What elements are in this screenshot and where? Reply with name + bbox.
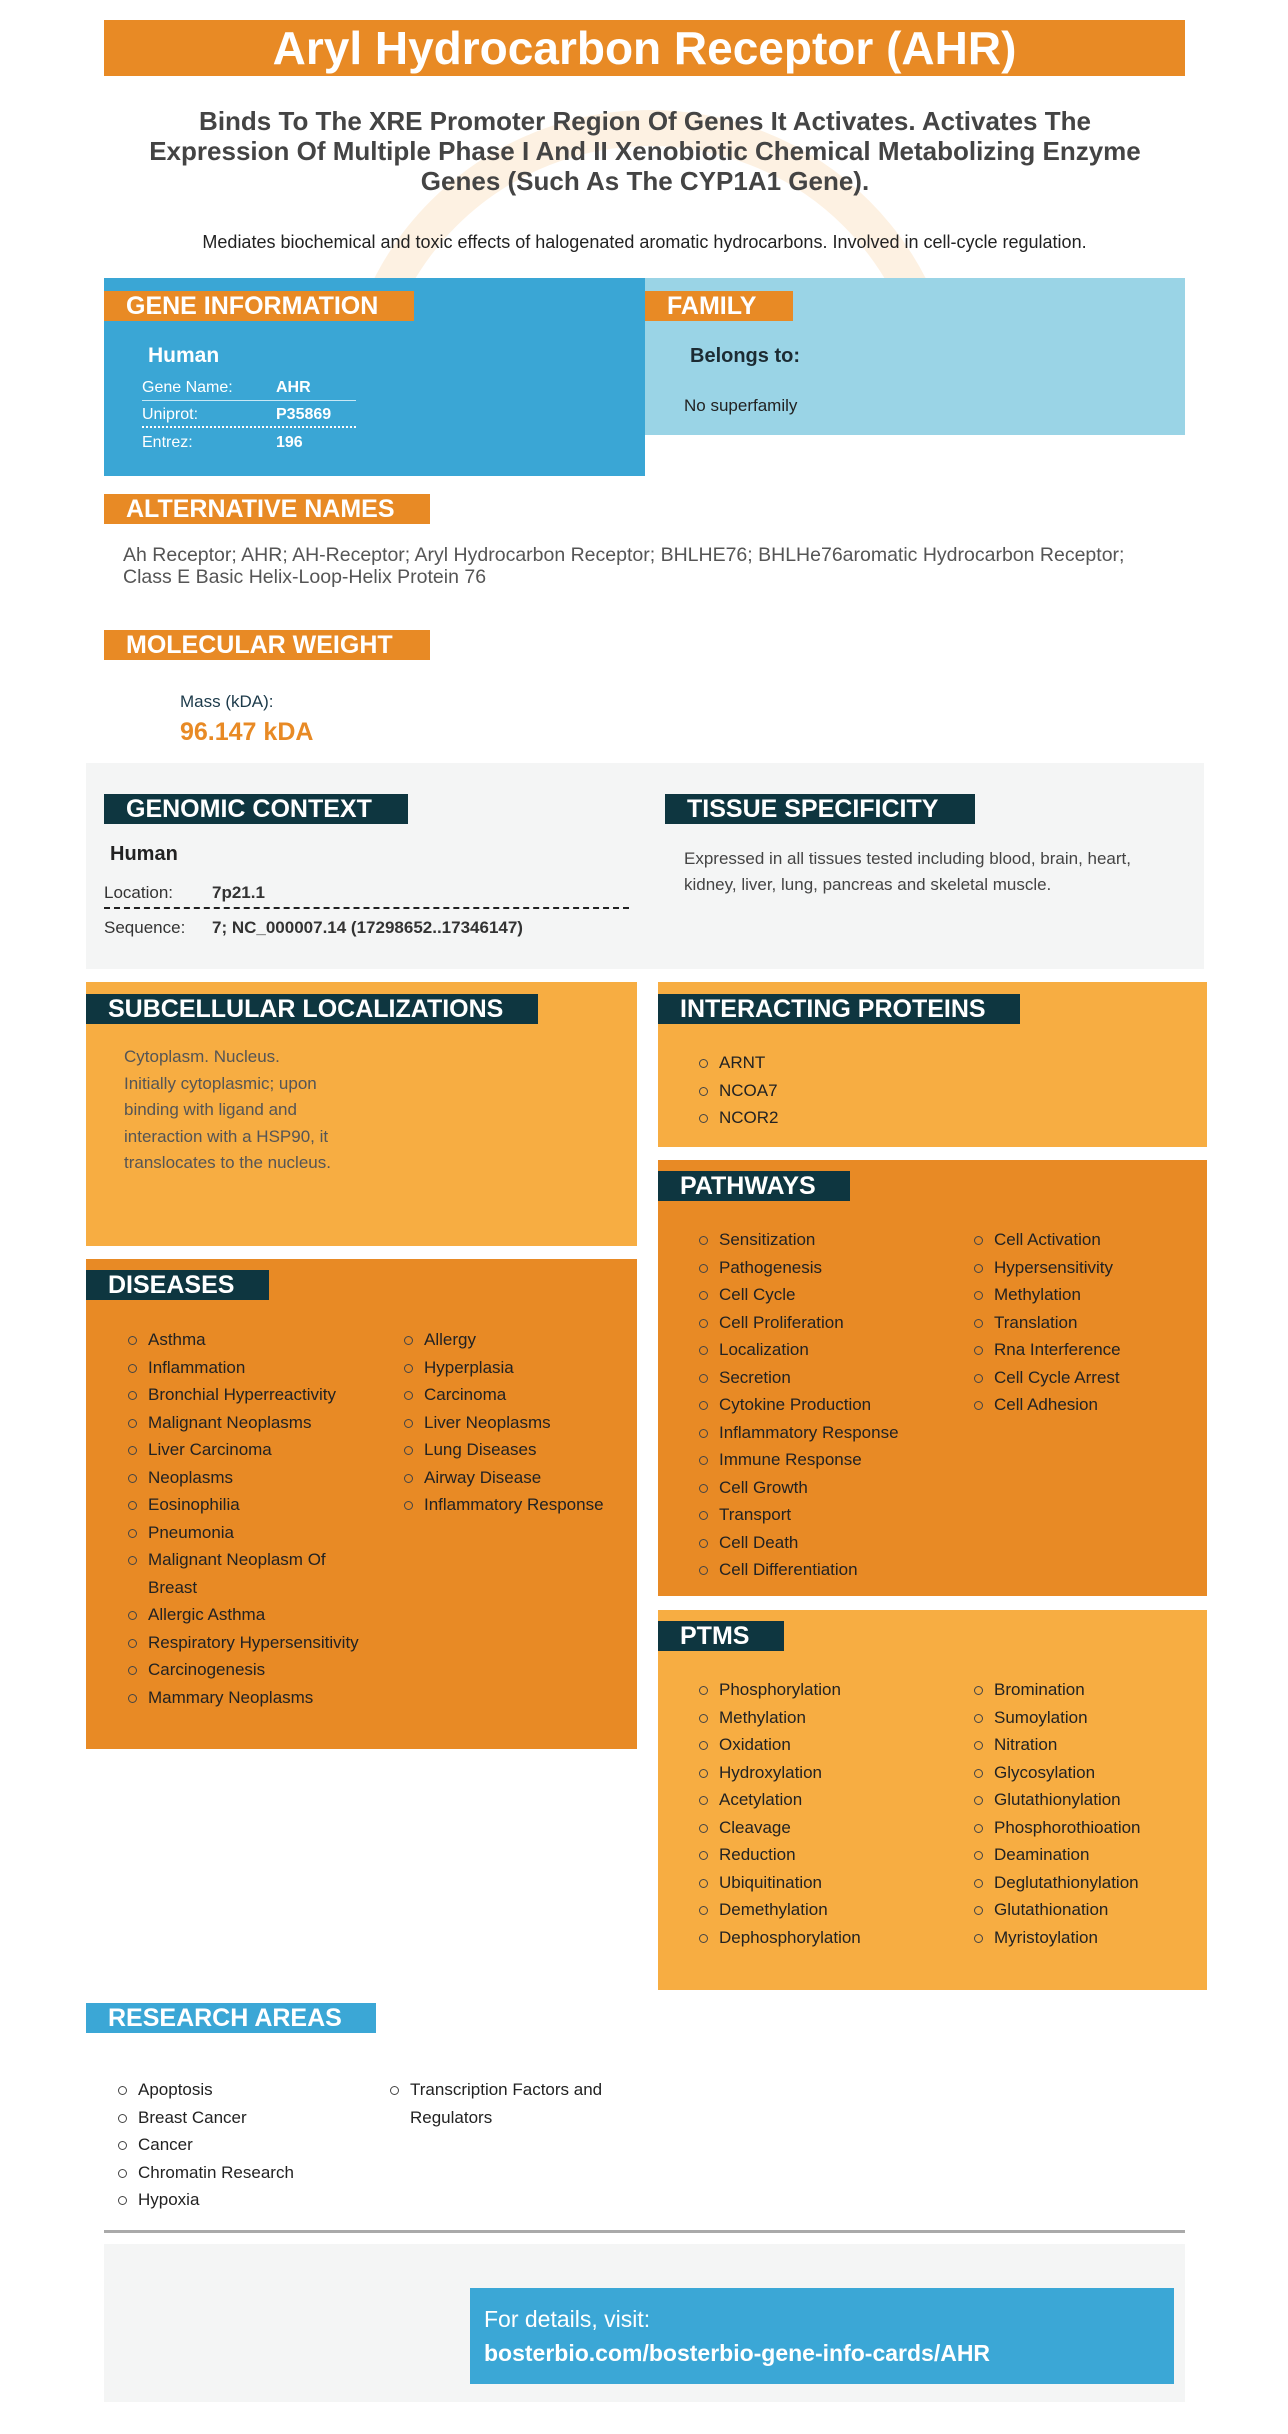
subcellular-header: SUBCELLULAR LOCALIZATIONS: [86, 994, 538, 1024]
entrez-value: 196: [276, 434, 303, 451]
gene-information-header: GENE INFORMATION: [104, 291, 414, 321]
footer-divider: [104, 2230, 1185, 2233]
disease-item: Airway Disease: [404, 1464, 629, 1492]
family-belongs-label: Belongs to:: [690, 345, 800, 367]
disease-item: Respiratory Hypersensitivity: [128, 1629, 368, 1657]
research-areas-list-col2: [390, 2076, 630, 2131]
pathway-item: Sensitization: [699, 1226, 939, 1254]
uniprot-value: P35869: [276, 406, 332, 423]
disease-item: Carcinogenesis: [128, 1656, 368, 1684]
ptm-item: Demethylation: [699, 1896, 939, 1924]
disease-item: Carcinoma: [404, 1381, 629, 1409]
diseases-list-col2: [404, 1326, 629, 1519]
research-area-item: Transcription Factors and Regulators: [390, 2076, 630, 2131]
research-area-item: Cancer: [118, 2131, 348, 2159]
ptm-item: Cleavage: [699, 1814, 939, 1842]
pathway-item: Cell Proliferation: [699, 1309, 939, 1337]
mass-label: Mass (kDA):: [180, 692, 274, 711]
disease-item: Inflammatory Response: [404, 1491, 629, 1519]
pathways-header: PATHWAYS: [658, 1171, 850, 1201]
entrez-row: Entrez: 196: [142, 430, 356, 456]
disease-item: Liver Neoplasms: [404, 1409, 629, 1437]
ptm-item: Dephosphorylation: [699, 1924, 939, 1952]
diseases-list-col1: [128, 1326, 368, 1711]
ptms-list-col1: [699, 1676, 939, 1951]
disease-item: Allergic Asthma: [128, 1601, 368, 1629]
pathway-item: Transport: [699, 1501, 939, 1529]
alternative-names-text: Ah Receptor; AHR; AH-Receptor; Aryl Hydrocarbon Receptor; BHLHE76; BHLHe76aromatic Hydrocarbon Receptor; Class E Basic Helix-Loop-Helix Protein 76: [123, 544, 1125, 588]
disease-item: Malignant Neoplasm Of Breast: [128, 1546, 368, 1601]
details-url-link[interactable]: bosterbio.com/bosterbio-gene-info-cards/AHR: [484, 2340, 991, 2366]
ptm-item: Hydroxylation: [699, 1759, 939, 1787]
interacting-proteins-list: [699, 1049, 779, 1132]
research-areas-list-col1: [118, 2076, 348, 2214]
ptm-item: Acetylation: [699, 1786, 939, 1814]
mass-value: 96.147 kDA: [180, 718, 314, 746]
research-area-item: Chromatin Research: [118, 2159, 348, 2187]
interacting-proteins-header: INTERACTING PROTEINS: [658, 994, 1020, 1024]
ptm-item: Deamination: [974, 1841, 1194, 1869]
pathway-item: Localization: [699, 1336, 939, 1364]
ptm-item: Phosphorylation: [699, 1676, 939, 1704]
page-title: Aryl Hydrocarbon Receptor (AHR): [104, 20, 1185, 76]
research-areas-header: RESEARCH AREAS: [86, 2003, 376, 2033]
disease-item: Neoplasms: [128, 1464, 368, 1492]
pathway-item: Translation: [974, 1309, 1194, 1337]
pathway-item: Immune Response: [699, 1446, 939, 1474]
disease-item: Lung Diseases: [404, 1436, 629, 1464]
disease-item: Liver Carcinoma: [128, 1436, 368, 1464]
ptms-list-col2: [974, 1676, 1194, 1951]
pathway-item: Hypersensitivity: [974, 1254, 1194, 1282]
disease-item: Eosinophilia: [128, 1491, 368, 1519]
pathway-item: Cell Death: [699, 1529, 939, 1557]
interacting-protein-item: NCOR2: [699, 1104, 779, 1132]
ptm-item: Myristoylation: [974, 1924, 1194, 1952]
disease-item: Pneumonia: [128, 1519, 368, 1547]
sequence-value: 7; NC_000007.14 (17298652..17346147): [212, 918, 523, 937]
ptm-item: Methylation: [699, 1704, 939, 1732]
subcellular-text: Cytoplasm. Nucleus. Initially cytoplasmic; upon binding with ligand and interaction with a HSP90, it translocates to the nucleus.: [124, 1047, 331, 1172]
gene-name-value: AHR: [276, 379, 311, 396]
pathway-item: Methylation: [974, 1281, 1194, 1309]
interacting-protein-item: NCOA7: [699, 1077, 779, 1105]
disease-item: Inflammation: [128, 1354, 368, 1382]
pathway-item: Rna Interference: [974, 1336, 1194, 1364]
pathway-item: Inflammatory Response: [699, 1419, 939, 1447]
tissue-specificity-header: TISSUE SPECIFICITY: [665, 794, 975, 824]
gene-species: Human: [148, 344, 220, 367]
research-area-item: Breast Cancer: [118, 2104, 348, 2132]
details-label: For details, visit:: [484, 2306, 651, 2332]
alternative-names-header: ALTERNATIVE NAMES: [104, 494, 430, 524]
disease-item: Mammary Neoplasms: [128, 1684, 368, 1712]
research-area-item: Hypoxia: [118, 2186, 348, 2214]
disease-item: Asthma: [128, 1326, 368, 1354]
function-summary: Binds To The XRE Promoter Region Of Genes It Activates. Activates The Expression Of Multiple Phase I And II Xenobiotic Chemical Metabolizing Enzyme Genes (Such As The CYP1A1 Gene).: [149, 106, 1141, 196]
molecular-weight-header: MOLECULAR WEIGHT: [104, 630, 430, 660]
ptm-item: Oxidation: [699, 1731, 939, 1759]
location-row: Location: 7p21.1: [104, 883, 629, 909]
ptm-item: Phosphorothioation: [974, 1814, 1194, 1842]
pathway-item: Cell Adhesion: [974, 1391, 1194, 1419]
ptm-item: Glycosylation: [974, 1759, 1194, 1787]
function-description: Mediates biochemical and toxic effects of halogenated aromatic hydrocarbons. Involved in cell-cycle regulation.: [202, 232, 1087, 252]
details-link-box[interactable]: [470, 2288, 1174, 2384]
research-area-item: Apoptosis: [118, 2076, 348, 2104]
ptm-item: Deglutathionylation: [974, 1869, 1194, 1897]
pathways-list-col2: [974, 1226, 1194, 1419]
pathway-item: Cell Activation: [974, 1226, 1194, 1254]
uniprot-row: Uniprot: P35869: [142, 402, 356, 428]
pathways-list-col1: [699, 1226, 939, 1584]
disease-item: Bronchial Hyperreactivity: [128, 1381, 368, 1409]
pathway-item: Cell Differentiation: [699, 1556, 939, 1584]
family-header: FAMILY: [645, 291, 793, 321]
ptm-item: Sumoylation: [974, 1704, 1194, 1732]
ptm-item: Glutathionylation: [974, 1786, 1194, 1814]
interacting-protein-item: ARNT: [699, 1049, 779, 1077]
family-value: No superfamily: [684, 396, 798, 415]
pathway-item: Cell Cycle: [699, 1281, 939, 1309]
pathway-item: Cell Cycle Arrest: [974, 1364, 1194, 1392]
disease-item: Allergy: [404, 1326, 629, 1354]
pathway-item: Secretion: [699, 1364, 939, 1392]
genomic-species: Human: [110, 843, 178, 865]
sequence-row: Sequence: 7; NC_000007.14 (17298652..17346147): [104, 918, 523, 937]
ptm-item: Glutathionation: [974, 1896, 1194, 1924]
disease-item: Malignant Neoplasms: [128, 1409, 368, 1437]
ptms-header: PTMS: [658, 1621, 784, 1651]
pathway-item: Pathogenesis: [699, 1254, 939, 1282]
gene-name-row: Gene Name: AHR: [142, 375, 356, 401]
pathway-item: Cytokine Production: [699, 1391, 939, 1419]
ptm-item: Nitration: [974, 1731, 1194, 1759]
tissue-specificity-text: Expressed in all tissues tested including blood, brain, heart, kidney, liver, lung, pancreas and skeletal muscle.: [684, 849, 1131, 894]
location-value: 7p21.1: [212, 883, 265, 902]
pathway-item: Cell Growth: [699, 1474, 939, 1502]
ptm-item: Bromination: [974, 1676, 1194, 1704]
ptm-item: Reduction: [699, 1841, 939, 1869]
disease-item: Hyperplasia: [404, 1354, 629, 1382]
genomic-context-header: GENOMIC CONTEXT: [104, 794, 408, 824]
ptm-item: Ubiquitination: [699, 1869, 939, 1897]
diseases-header: DISEASES: [86, 1270, 269, 1300]
